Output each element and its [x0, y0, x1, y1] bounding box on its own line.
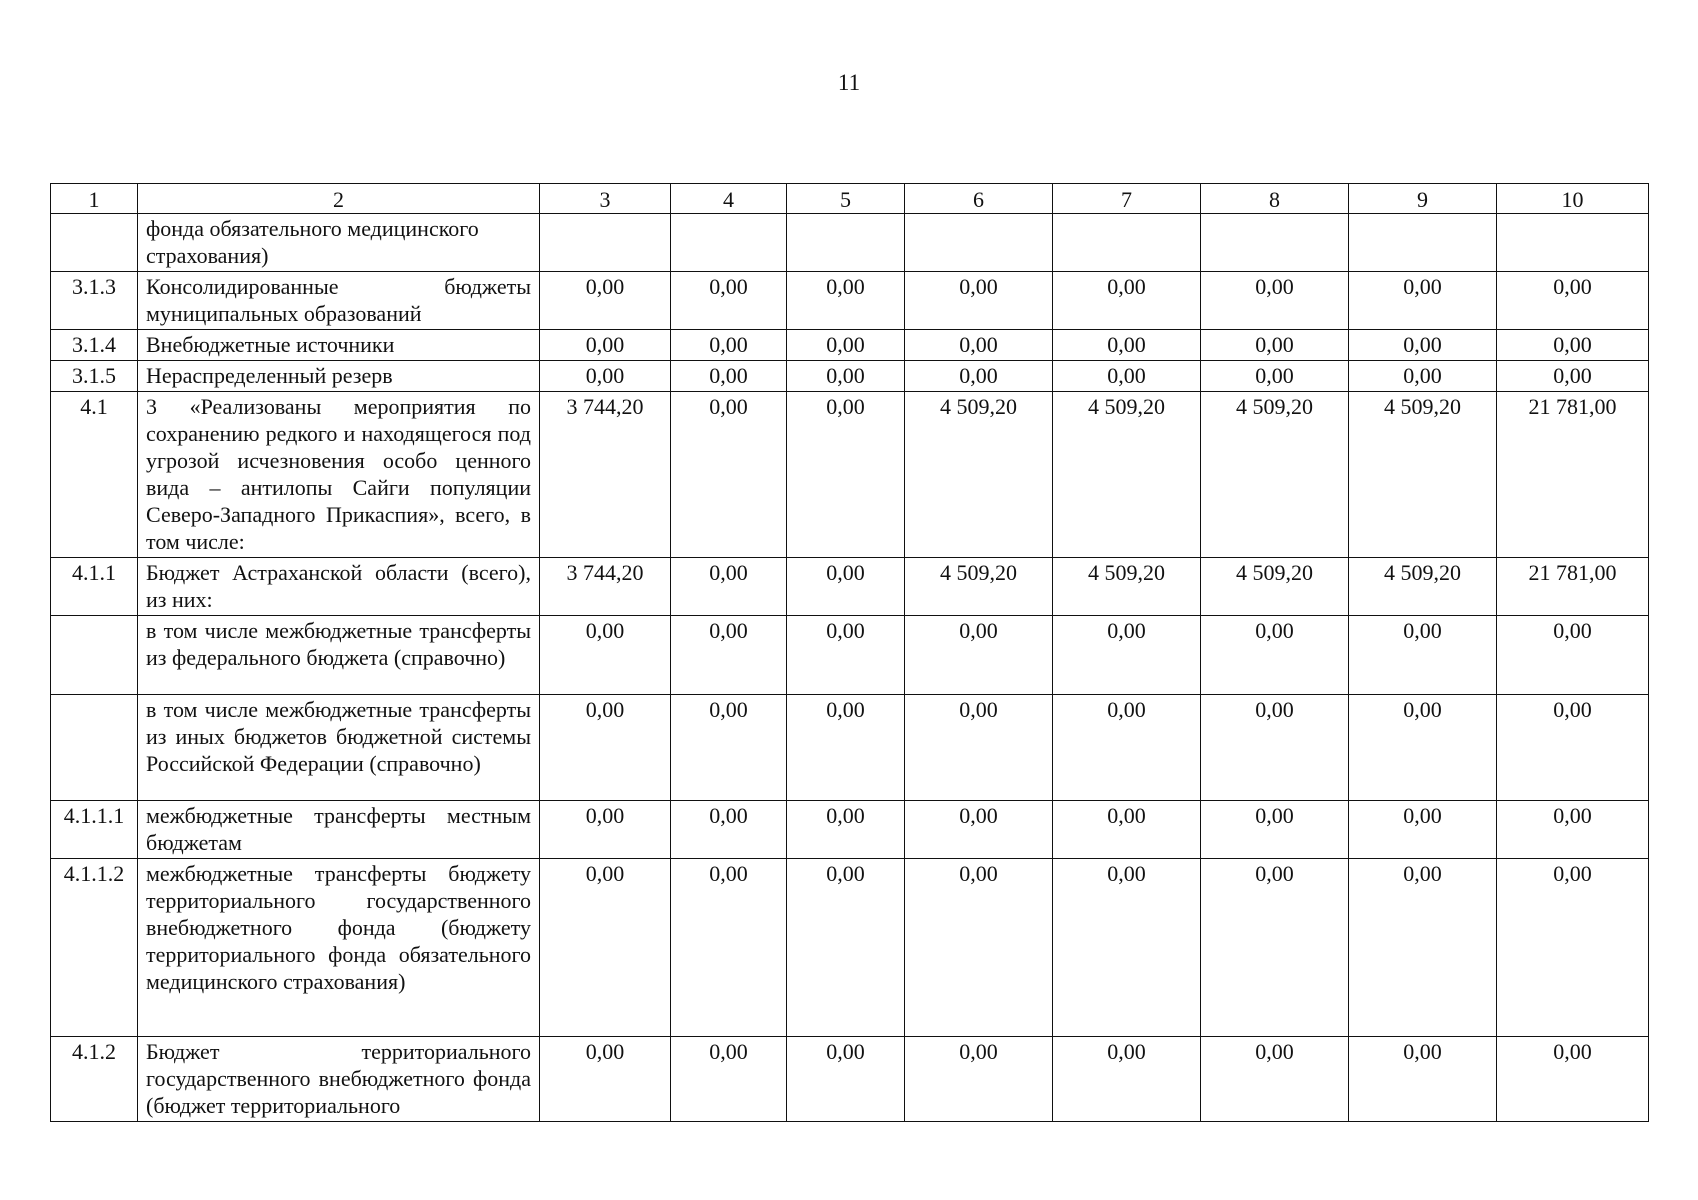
row-code: 4.1.1.2: [51, 859, 138, 1037]
row-value-col-4: 0,00: [671, 558, 787, 616]
budget-table: [50, 183, 1649, 1122]
row-value-col-6: 4 509,20: [905, 558, 1053, 616]
header-cell: 8: [1201, 184, 1349, 214]
row-value-col-9: 0,00: [1349, 801, 1497, 859]
row-value-col-7: [1053, 214, 1201, 272]
row-value-col-7: 0,00: [1053, 361, 1201, 392]
row-name: фонда обязательного медицинского страхования): [138, 214, 540, 272]
row-value-col-5: 0,00: [787, 558, 905, 616]
row-value-col-7: 0,00: [1053, 1037, 1201, 1122]
row-value-col-5: 0,00: [787, 361, 905, 392]
header-cell: 2: [138, 184, 540, 214]
row-value-col-4: [671, 214, 787, 272]
row-code: 4.1.1.1: [51, 801, 138, 859]
row-value-col-9: 0,00: [1349, 361, 1497, 392]
row-code: 4.1.2: [51, 1037, 138, 1122]
row-value-col-7: 0,00: [1053, 616, 1201, 695]
row-value-col-5: 0,00: [787, 801, 905, 859]
table-row: [51, 695, 1649, 801]
row-value-col-9: 0,00: [1349, 695, 1497, 801]
row-value-col-3: 0,00: [540, 616, 671, 695]
row-name: Нераспределенный резерв: [138, 361, 540, 392]
row-value-col-8: 0,00: [1201, 616, 1349, 695]
row-value-col-8: 0,00: [1201, 361, 1349, 392]
row-value-col-4: 0,00: [671, 1037, 787, 1122]
row-code: [51, 695, 138, 801]
row-code: 4.1: [51, 392, 138, 558]
row-value-col-8: 0,00: [1201, 695, 1349, 801]
row-value-col-6: 0,00: [905, 616, 1053, 695]
row-value-col-9: 0,00: [1349, 1037, 1497, 1122]
row-value-col-10: [1497, 214, 1649, 272]
table-row: [51, 558, 1649, 616]
row-value-col-3: [540, 214, 671, 272]
row-name: Бюджет Астраханской области (всего), из них:: [138, 558, 540, 616]
row-value-col-7: 4 509,20: [1053, 392, 1201, 558]
row-value-col-7: 0,00: [1053, 859, 1201, 1037]
row-value-col-4: 0,00: [671, 330, 787, 361]
row-value-col-4: 0,00: [671, 859, 787, 1037]
header-cell: 6: [905, 184, 1053, 214]
row-value-col-10: 21 781,00: [1497, 558, 1649, 616]
header-cell: 3: [540, 184, 671, 214]
row-value-col-4: 0,00: [671, 801, 787, 859]
table-header-row: [51, 184, 1649, 214]
row-value-col-6: 0,00: [905, 695, 1053, 801]
header-cell: 7: [1053, 184, 1201, 214]
row-value-col-4: 0,00: [671, 616, 787, 695]
table-row: [51, 392, 1649, 558]
row-name: Консолидированные бюджеты муниципальных образований: [138, 272, 540, 330]
row-value-col-6: 0,00: [905, 361, 1053, 392]
row-value-col-6: 0,00: [905, 801, 1053, 859]
row-value-col-8: 0,00: [1201, 1037, 1349, 1122]
row-value-col-10: 0,00: [1497, 859, 1649, 1037]
table-row: [51, 361, 1649, 392]
table-row: [51, 330, 1649, 361]
row-value-col-4: 0,00: [671, 392, 787, 558]
row-value-col-9: 0,00: [1349, 859, 1497, 1037]
row-code: 3.1.5: [51, 361, 138, 392]
row-value-col-8: 0,00: [1201, 859, 1349, 1037]
row-value-col-8: [1201, 214, 1349, 272]
row-value-col-5: 0,00: [787, 392, 905, 558]
row-value-col-3: 0,00: [540, 272, 671, 330]
table-row: [51, 616, 1649, 695]
row-value-col-3: 0,00: [540, 801, 671, 859]
table-row: [51, 801, 1649, 859]
row-value-col-7: 0,00: [1053, 801, 1201, 859]
row-code: [51, 214, 138, 272]
row-value-col-5: 0,00: [787, 616, 905, 695]
row-value-col-6: [905, 214, 1053, 272]
row-value-col-10: 0,00: [1497, 1037, 1649, 1122]
header-cell: 9: [1349, 184, 1497, 214]
row-value-col-6: 0,00: [905, 272, 1053, 330]
row-value-col-5: 0,00: [787, 330, 905, 361]
row-value-col-6: 0,00: [905, 859, 1053, 1037]
row-value-col-4: 0,00: [671, 695, 787, 801]
row-value-col-5: [787, 214, 905, 272]
row-value-col-10: 0,00: [1497, 695, 1649, 801]
header-cell: 1: [51, 184, 138, 214]
row-value-col-9: 4 509,20: [1349, 392, 1497, 558]
row-value-col-7: 0,00: [1053, 695, 1201, 801]
table-row: [51, 272, 1649, 330]
row-value-col-9: 0,00: [1349, 616, 1497, 695]
row-name: межбюджетные трансферты местным бюджетам: [138, 801, 540, 859]
table-row: [51, 214, 1649, 272]
row-value-col-5: 0,00: [787, 859, 905, 1037]
row-value-col-8: 4 509,20: [1201, 392, 1349, 558]
row-value-col-5: 0,00: [787, 1037, 905, 1122]
row-value-col-10: 0,00: [1497, 801, 1649, 859]
row-value-col-6: 0,00: [905, 1037, 1053, 1122]
row-value-col-7: 0,00: [1053, 330, 1201, 361]
row-code: 3.1.3: [51, 272, 138, 330]
row-name: Внебюджетные источники: [138, 330, 540, 361]
row-code: 3.1.4: [51, 330, 138, 361]
row-value-col-10: 0,00: [1497, 272, 1649, 330]
row-value-col-8: 0,00: [1201, 801, 1349, 859]
header-cell: 5: [787, 184, 905, 214]
row-name: в том числе межбюджетные трансферты из федерального бюджета (справочно): [138, 616, 540, 695]
row-value-col-9: 0,00: [1349, 330, 1497, 361]
row-value-col-4: 0,00: [671, 272, 787, 330]
row-value-col-8: 4 509,20: [1201, 558, 1349, 616]
row-value-col-3: 0,00: [540, 330, 671, 361]
row-value-col-7: 0,00: [1053, 272, 1201, 330]
row-value-col-3: 0,00: [540, 1037, 671, 1122]
row-value-col-10: 0,00: [1497, 616, 1649, 695]
row-value-col-3: 0,00: [540, 695, 671, 801]
row-name: 3 «Реализованы мероприятия по сохранению редкого и находящегося под угрозой исчезновения особо ценного вида – антилопы Сайги популяции Северо-Западного Прикаспия», всего, в том числе:: [138, 392, 540, 558]
row-value-col-3: 3 744,20: [540, 558, 671, 616]
header-cell: 4: [671, 184, 787, 214]
row-value-col-10: 0,00: [1497, 330, 1649, 361]
row-code: 4.1.1: [51, 558, 138, 616]
row-code: [51, 616, 138, 695]
row-name: Бюджет территориального государственного внебюджетного фонда (бюджет территориального: [138, 1037, 540, 1122]
row-value-col-7: 4 509,20: [1053, 558, 1201, 616]
row-value-col-5: 0,00: [787, 695, 905, 801]
row-value-col-8: 0,00: [1201, 330, 1349, 361]
row-name: межбюджетные трансферты бюджету территориального государственного внебюджетного фонда (бюджету территориального фонда обязательного медицинского страхования): [138, 859, 540, 1037]
row-value-col-3: 0,00: [540, 361, 671, 392]
page-number: 11: [837, 70, 861, 95]
table-row: [51, 859, 1649, 1037]
row-value-col-5: 0,00: [787, 272, 905, 330]
table-row: [51, 1037, 1649, 1122]
row-value-col-6: 0,00: [905, 330, 1053, 361]
row-value-col-10: 21 781,00: [1497, 392, 1649, 558]
row-value-col-9: 0,00: [1349, 272, 1497, 330]
row-name: в том числе межбюджетные трансферты из иных бюджетов бюджетной системы Российской Федерации (справочно): [138, 695, 540, 801]
row-value-col-3: 0,00: [540, 859, 671, 1037]
header-cell: 10: [1497, 184, 1649, 214]
row-value-col-8: 0,00: [1201, 272, 1349, 330]
row-value-col-6: 4 509,20: [905, 392, 1053, 558]
row-value-col-9: 4 509,20: [1349, 558, 1497, 616]
row-value-col-3: 3 744,20: [540, 392, 671, 558]
row-value-col-9: [1349, 214, 1497, 272]
row-value-col-4: 0,00: [671, 361, 787, 392]
row-value-col-10: 0,00: [1497, 361, 1649, 392]
